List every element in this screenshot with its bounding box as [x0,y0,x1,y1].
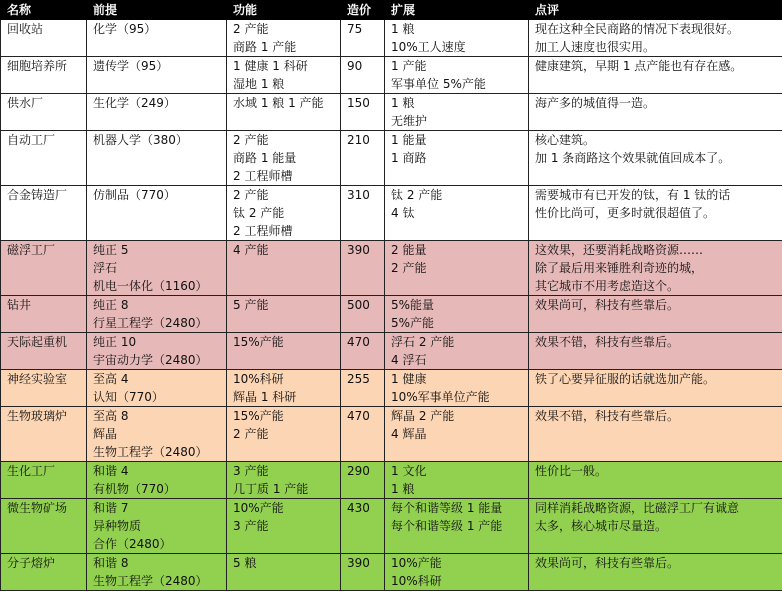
cell-function [227,20,341,57]
header-prereq: 前提 [87,1,227,20]
cell-function-line: 湿地 1 粮 [233,77,285,91]
cell-function [227,554,341,591]
table-row [1,407,782,462]
cell-cost-text: 210 [347,133,370,147]
cell-function-line: 辉晶 1 科研 [233,390,297,404]
cell-name-text: 天际起重机 [7,335,68,349]
table-row [1,499,782,554]
cell-name [1,296,87,333]
cell-extension [385,57,529,94]
cell-function [227,94,341,131]
cell-function [227,499,341,554]
cell-prereq [87,554,227,591]
cell-prereq-line: 化学（95） [93,22,157,36]
cell-extension-line: 2 产能 [391,261,427,275]
cell-prereq [87,186,227,241]
cell-extension-line: 辉晶 2 产能 [391,409,455,423]
cell-function-line: 10%科研 [233,372,284,386]
cell-comment-line: 除了最后用来锤胜利奇迹的城， [535,261,704,275]
cell-name-text: 自动工厂 [7,133,56,147]
table-row [1,554,782,591]
cell-function-line: 4 产能 [233,243,269,257]
cell-comment [529,554,782,591]
cell-cost [341,131,385,186]
cell-name [1,20,87,57]
cell-cost [341,296,385,333]
cell-function [227,333,341,370]
cell-function [227,57,341,94]
cell-extension-line: 10%工人速度 [391,40,466,54]
cell-cost [341,20,385,57]
cell-name [1,462,87,499]
cell-prereq-line: 行星工程学（2480） [93,316,208,330]
header-cost: 造价 [341,1,385,20]
cell-comment [529,462,782,499]
cell-extension-line: 浮石 2 产能 [391,335,455,349]
cell-comment-line: 同样消耗战略资源，比磁浮工厂有诚意 [535,501,740,515]
cell-prereq-line: 和谐 7 [93,501,129,515]
cell-extension [385,20,529,57]
cell-function-line: 3 产能 [233,464,269,478]
cell-comment-line: 其它城市不用考虑造这个。 [535,279,680,293]
cell-extension-line: 1 文化 [391,464,427,478]
cell-cost-text: 255 [347,372,370,386]
table-row [1,57,782,94]
table-row [1,241,782,296]
cell-function-line: 2 产能 [233,133,269,147]
cell-function [227,296,341,333]
cell-extension [385,333,529,370]
cell-function-line: 5 产能 [233,298,269,312]
cell-function-line: 10%产能 [233,501,284,515]
cell-comment [529,131,782,186]
cell-extension [385,241,529,296]
cell-comment [529,57,782,94]
table-row [1,296,782,333]
cell-prereq [87,333,227,370]
cell-extension-line: 10%科研 [391,574,442,588]
cell-extension [385,296,529,333]
cell-comment-line: 铁了心要异征服的话就选加产能。 [535,372,716,386]
cell-prereq-line: 纯正 5 [93,243,129,257]
cell-prereq-line: 浮石 [93,261,118,275]
cell-extension-line: 1 能量 [391,133,427,147]
cell-comment-line: 加工人速度也很实用。 [535,40,656,54]
cell-cost-text: 500 [347,298,370,312]
cell-extension-line: 10%产能 [391,556,442,570]
header-row [1,1,782,20]
cell-extension [385,131,529,186]
cell-comment-line: 效果不错，科技有些靠后。 [535,409,680,423]
cell-extension-line: 1 健康 [391,372,427,386]
cell-name-text: 神经实验室 [7,372,68,386]
cell-extension-line: 军事单位 5%产能 [391,77,486,91]
cell-extension-line: 每个和谐等级 1 产能 [391,519,503,533]
cell-function [227,370,341,407]
cell-prereq [87,499,227,554]
cell-comment-line: 海产多的城值得一造。 [535,96,656,110]
cell-prereq-line: 至高 8 [93,409,129,423]
cell-prereq [87,20,227,57]
cell-function [227,462,341,499]
cell-function-line: 商路 1 产能 [233,40,297,54]
cell-function-line: 15%产能 [233,335,284,349]
cell-prereq-line: 至高 4 [93,372,129,386]
table-row [1,370,782,407]
cell-prereq [87,296,227,333]
cell-cost [341,57,385,94]
cell-name-text: 细胞培养所 [7,59,68,73]
cell-cost [341,499,385,554]
cell-prereq-line: 认知（770） [93,390,164,404]
cell-comment [529,407,782,462]
cell-prereq [87,370,227,407]
cell-name-text: 生化工厂 [7,464,56,478]
cell-comment-line: 健康建筑，早期 1 点产能也有存在感。 [535,59,743,73]
cell-cost-text: 390 [347,243,370,257]
cell-extension-line: 1 粮 [391,482,415,496]
cell-name [1,499,87,554]
cell-prereq-line: 异种物质 [93,519,142,533]
cell-cost [341,241,385,296]
cell-comment-line: 性价比一般。 [535,464,608,478]
header-extension: 扩展 [385,1,529,20]
cell-function-line: 5 粮 [233,556,257,570]
cell-name [1,333,87,370]
cell-extension-line: 4 钛 [391,206,415,220]
cell-cost [341,370,385,407]
cell-extension [385,407,529,462]
cell-name-text: 磁浮工厂 [7,243,56,257]
cell-name-text: 微生物矿场 [7,501,68,515]
cell-prereq-line: 和谐 8 [93,556,129,570]
cell-function-line: 2 产能 [233,427,269,441]
cell-prereq-line: 和谐 4 [93,464,129,478]
cell-function-line: 几丁质 1 产能 [233,482,309,496]
cell-function-line: 水域 1 粮 1 产能 [233,96,324,110]
cell-prereq-line: 宇宙动力学（2480） [93,353,208,367]
cell-prereq-line: 生化学（249） [93,96,176,110]
cell-comment [529,499,782,554]
cell-extension-line: 1 粮 [391,22,415,36]
header-name: 名称 [1,1,87,20]
cell-comment-line: 太多，核心城市尽量造。 [535,519,668,533]
cell-cost-text: 290 [347,464,370,478]
cell-extension-line: 1 商路 [391,151,427,165]
cell-prereq [87,241,227,296]
cell-name [1,131,87,186]
cell-function-line: 3 产能 [233,519,269,533]
cell-comment-line: 这效果，还要消耗战略资源…… [535,243,704,257]
cell-name [1,370,87,407]
cell-cost-text: 470 [347,335,370,349]
table-row [1,333,782,370]
cell-cost-text: 470 [347,409,370,423]
table-row [1,94,782,131]
cell-name-text: 生物玻璃炉 [7,409,68,423]
cell-prereq [87,407,227,462]
cell-comment-line: 加 1 条商路这个效果就值回成本了。 [535,151,731,165]
cell-name [1,554,87,591]
cell-cost-text: 90 [347,59,363,73]
header-function: 功能 [227,1,341,20]
cell-name-text: 供水厂 [7,96,44,110]
cell-comment [529,241,782,296]
cell-prereq-line: 遗传学（95） [93,59,169,73]
cell-extension-line: 5%产能 [391,316,435,330]
cell-extension-line: 5%能量 [391,298,435,312]
cell-extension [385,370,529,407]
cell-name-text: 分子熔炉 [7,556,56,570]
cell-extension [385,186,529,241]
cell-name-text: 回收站 [7,22,44,36]
cell-function [227,407,341,462]
cell-prereq-line: 纯正 10 [93,335,137,349]
cell-function-line: 2 工程师槽 [233,224,293,238]
cell-prereq-line: 有机物（770） [93,482,176,496]
cell-extension-line: 4 浮石 [391,353,427,367]
table-row [1,20,782,57]
cell-prereq-line: 仿制品（770） [93,188,176,202]
cell-function-line: 2 工程师槽 [233,169,293,183]
cell-extension-line: 1 粮 [391,96,415,110]
cell-name [1,186,87,241]
cell-prereq [87,57,227,94]
cell-extension [385,462,529,499]
cell-prereq-line: 合作（2480） [93,537,172,551]
cell-prereq-line: 机器人学（380） [93,133,188,147]
cell-comment [529,296,782,333]
cell-extension-line: 2 能量 [391,243,427,257]
cell-function [227,131,341,186]
cell-cost [341,94,385,131]
cell-function-line: 钛 2 产能 [233,206,285,220]
cell-cost [341,407,385,462]
cell-extension-line: 无维护 [391,114,428,128]
cell-cost-text: 75 [347,22,363,36]
table-row [1,186,782,241]
cell-extension [385,499,529,554]
cell-prereq-line: 机电一体化（1160） [93,279,208,293]
cell-prereq [87,131,227,186]
cell-function [227,241,341,296]
cell-comment-line: 效果尚可，科技有些靠后。 [535,556,680,570]
cell-cost [341,554,385,591]
table-row [1,462,782,499]
cell-cost-text: 430 [347,501,370,515]
cell-comment [529,20,782,57]
cell-comment [529,186,782,241]
cell-comment-line: 需要城市有已开发的钛，有 1 钛的话 [535,188,731,202]
cell-name [1,241,87,296]
cell-comment-line: 核心建筑。 [535,133,596,147]
cell-name-text: 合金铸造厂 [7,188,68,202]
cell-extension-line: 4 辉晶 [391,427,427,441]
cell-extension-line: 10%军事单位产能 [391,390,490,404]
cell-name-text: 钻井 [7,298,32,312]
cell-name [1,94,87,131]
cell-prereq [87,462,227,499]
cell-comment-line: 性价比尚可，更多时就很超值了。 [535,206,716,220]
cell-name [1,57,87,94]
cell-extension-line: 1 产能 [391,59,427,73]
cell-prereq-line: 生物工程学（2480） [93,445,208,459]
cell-prereq-line: 生物工程学（2480） [93,574,208,588]
cell-function-line: 15%产能 [233,409,284,423]
cell-comment-line: 效果尚可，科技有些靠后。 [535,298,680,312]
cell-cost-text: 390 [347,556,370,570]
cell-cost [341,333,385,370]
cell-extension [385,554,529,591]
cell-function-line: 2 产能 [233,22,269,36]
cell-comment [529,370,782,407]
cell-comment [529,94,782,131]
cell-prereq-line: 纯正 8 [93,298,129,312]
cell-function-line: 商路 1 能量 [233,151,297,165]
cell-comment-line: 现在这种全民商路的情况下表现很好。 [535,22,740,36]
table-row [1,131,782,186]
cell-function-line: 2 产能 [233,188,269,202]
cell-extension-line: 钛 2 产能 [391,188,443,202]
cell-name [1,407,87,462]
cell-prereq [87,94,227,131]
cell-prereq-line: 辉晶 [93,427,118,441]
cell-cost-text: 150 [347,96,370,110]
cell-comment-line: 效果不错，科技有些靠后。 [535,335,680,349]
cell-extension [385,94,529,131]
cell-comment [529,333,782,370]
cell-cost [341,462,385,499]
cell-cost-text: 310 [347,188,370,202]
header-comment: 点评 [529,1,782,20]
cell-function-line: 1 健康 1 科研 [233,59,308,73]
cell-function [227,186,341,241]
cell-cost [341,186,385,241]
cell-extension-line: 每个和谐等级 1 能量 [391,501,503,515]
